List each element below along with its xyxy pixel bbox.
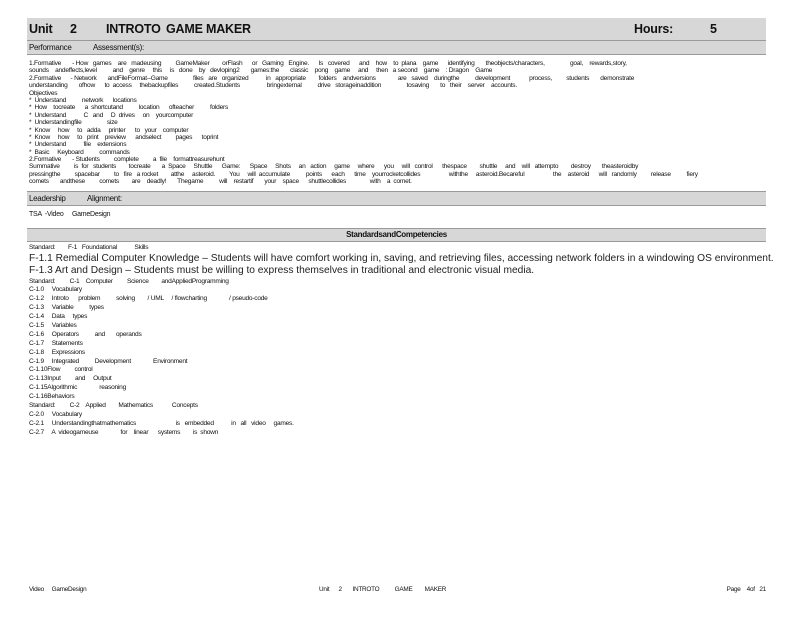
body-line: * Basic Keyboard commands bbox=[29, 148, 130, 156]
unit-label: Unit bbox=[29, 22, 53, 36]
alignment-label: Alignment: bbox=[87, 193, 122, 203]
standards-heading-row bbox=[27, 228, 766, 242]
document-page bbox=[27, 18, 774, 438]
unit-header-row bbox=[27, 18, 766, 41]
standard-line: C-1.3 Variable types bbox=[29, 304, 104, 312]
tsa-alignment-text: TSA -Video GameDesign bbox=[29, 210, 111, 218]
standards-list bbox=[27, 242, 774, 438]
standard-line: C-2.7 A videogameuse for linear systems is shown bbox=[29, 428, 219, 436]
standard-line: C-1.6 Operators and operands bbox=[29, 330, 142, 338]
body-line: Summative is for students tocreate a Space Shuttle Game: Space Shots an action game where you will control thespace shuttle and will attempto destroy theasteroidby bbox=[29, 163, 639, 171]
leadership-row bbox=[27, 191, 766, 206]
standard-line: Standard: F-1 Foundational Skills bbox=[29, 243, 149, 251]
body-line: Objectives bbox=[29, 89, 58, 97]
standard-line: C-1.13Input and Output bbox=[29, 375, 112, 383]
standard-line: C-1.5 Variables bbox=[29, 321, 77, 329]
performance-row bbox=[27, 41, 766, 55]
body-line: 1.Formative - How games are madeusing GameMaker orFlash or Gaming Engine. Is covered and how to plana game identifying theobjects/characters, goal, rewards,story, bbox=[29, 60, 627, 67]
body-line: sounds andeffects,level and genre this is done by devloping2 games:the classic pong game and then a second game : Dragon Game bbox=[29, 67, 493, 75]
body-line: * How tocreate a shortcutand location ofteacher folders bbox=[29, 104, 228, 112]
body-line: 2.Formative - Network andFileFormat--Game files are organized in appropriate folders andversions are saved duringthe development process, students demonstrate bbox=[29, 74, 635, 82]
footer-course: Video GameDesign bbox=[29, 586, 87, 593]
standard-line: C-1.7 Statements bbox=[29, 339, 83, 347]
assessment-label: Assessment(s): bbox=[93, 43, 144, 52]
standard-line: Standard: C-1 Computer Science andAppliedProgramming bbox=[29, 277, 229, 285]
unit-title-word-1: INTROTO bbox=[106, 22, 161, 36]
hours-label: Hours: bbox=[634, 22, 674, 36]
unit-title-word-2: GAME bbox=[166, 22, 203, 36]
standard-line: C-1.8 Expressions bbox=[29, 348, 85, 356]
body-line: pressingthe spacebar to fire a rocket atthe asteroid. You will accumulate points each time yourrocketcollides withthe asteroid.Becareful the asteroid will randomly release fiery bbox=[29, 170, 698, 178]
body-line: * Understand C and D drives on yourcomputer bbox=[29, 111, 194, 119]
body-line: * Understand network locations bbox=[29, 96, 137, 104]
competency-description: F-1.3 Art and Design – Students must be willing to express themselves in traditional and electronic visual media. bbox=[29, 265, 535, 277]
standard-line: C-1.15Algorithmic reasoning bbox=[29, 384, 127, 392]
unit-number: 2 bbox=[70, 22, 77, 36]
body-line: * Know how to print preview andselect pages toprint bbox=[29, 133, 219, 141]
page-footer bbox=[27, 586, 766, 598]
standard-line: Standard: C-2 Applied Mathematics Concepts bbox=[29, 402, 198, 409]
performance-label: Performance bbox=[29, 43, 72, 52]
body-line: understanding ofhow to access thebackupfiles created.Students bringexternal drive storageinaddition tosaving to their server accounts. bbox=[29, 82, 517, 90]
body-line: 2.Formative - Students complete a file formattreasurehunt bbox=[29, 156, 225, 164]
hours-value: 5 bbox=[710, 22, 717, 36]
body-line: * Know how to adda printer to your computer bbox=[29, 126, 189, 134]
standard-line: C-1.16Behaviors bbox=[29, 393, 75, 401]
footer-unit: Unit 2 INTROTO GAME MAKER bbox=[319, 586, 447, 593]
body-line: * Understandingfile size bbox=[29, 119, 118, 127]
body-line: comets andthese comets are deadly! Thegame will restartif your space shuttlecollides with a comet. bbox=[29, 178, 412, 186]
standard-line: C-1.2 Introto problem solving / UML / flowcharting / pseudo-code bbox=[29, 295, 268, 303]
footer-page-number: Page 4of 21 bbox=[726, 586, 766, 593]
body-line: * Understand file extensions bbox=[29, 141, 127, 149]
standards-heading: StandardsandCompetencies bbox=[346, 229, 447, 239]
leadership-label: Leadership bbox=[29, 193, 66, 203]
standard-line: C-2.1 Understandingthatmathematics is embedded in all video games. bbox=[29, 419, 294, 427]
standard-line: C-1.0 Vocabulary bbox=[29, 286, 82, 294]
standard-line: C-1.4 Data types bbox=[29, 313, 88, 321]
standard-line: C-1.10Flow control bbox=[29, 366, 93, 374]
standard-line: C-2.0 Vocabulary bbox=[29, 410, 82, 418]
competency-description: F-1.1 Remedial Computer Knowledge – Students will have comfort working in, saving, and retrieving files, accessing network folders in a windowing OS environment. bbox=[29, 252, 774, 264]
unit-title-word-3: MAKER bbox=[206, 22, 251, 36]
standard-line: C-1.9 Integrated Development Environment bbox=[29, 357, 188, 365]
assessment-body bbox=[27, 55, 766, 186]
